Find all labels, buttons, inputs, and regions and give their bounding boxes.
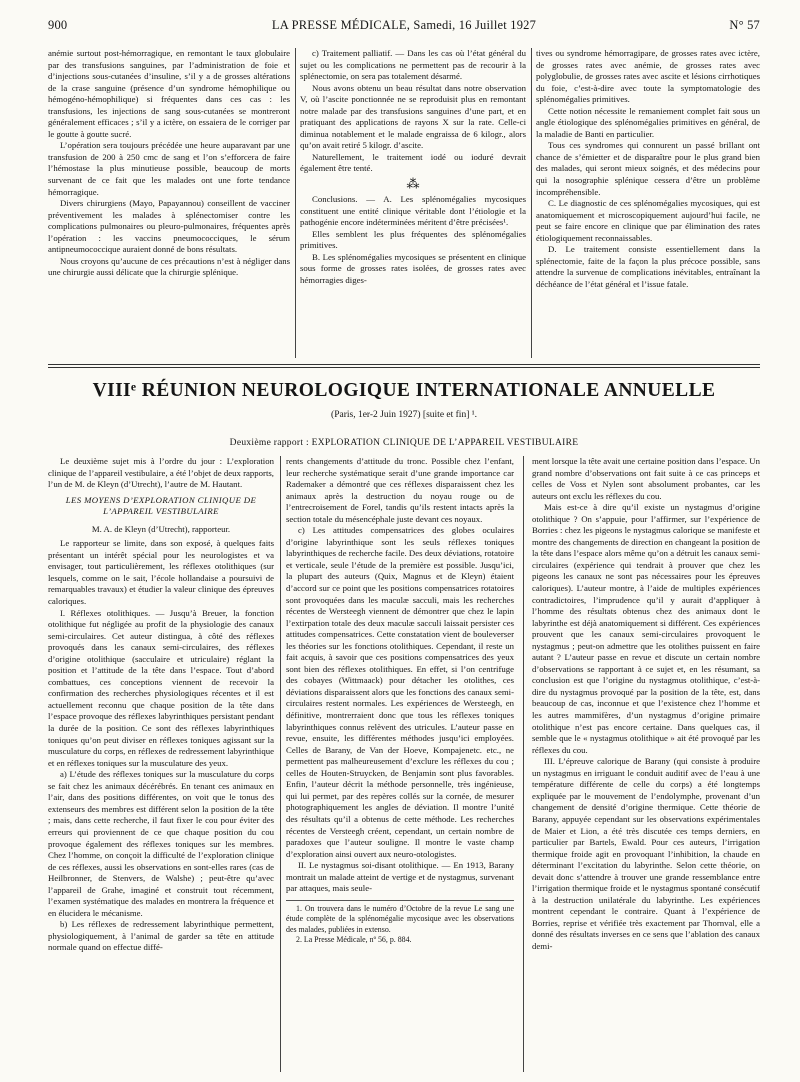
paragraph: D. Le traitement consiste essentiellement dans la splénectomie, faite de la façon la plus précoce possible, sans attendre la survenue de complications inévitables, entraînant la déchéance de l’état général et l’issue fatale.: [536, 244, 760, 289]
paragraph: c) Les attitudes compensatrices des globes oculaires d’origine labyrinthique sont les seuls réflexes toniques labyrinthiques de recherche facile. Des deux déviations, rotatoire et verticale, seule l’étude de la première est possible. Jusqu’ici, la plupart des auteurs (Quix, Magnus et de Kleyn) étaient d’accord sur ce point que les positions compensatrices rotatoires sont provoquées dans les maculæ sacculi, mais les recherches récentes de Wersteegh viennent de démontrer que chez le lapin l’extirpation totale des deux maculæ sacculi laissait persister ces attitudes compensatrices. Cette constatation vient de bouleverser les théories sur les fonctions otolithiques. Cependant, il reste un fait acquis, à savoir que ces positions compensatrices des yeux sont bien des réflexes otolithiques. En effet, si l’on centrifuge des cobayes (Wittmaack) pour détacher les otolithes, ces déviations disparaissent alors que les fonctions des canaux semi-circulaires restent normales. Les expériences de Wersteegh, en définitive, montrerraient donc que tous les réflexes toniques labyrinthiques connus relèvent des utricules. L’auteur passe en revue, ensuite, les différentes méthodes jusqu’ici employées. Celles de Barany, de Van der Hoeve, Kompajenetc. etc., ne permettent pas malheureusement d’exclure les réflexes du cou ; celles de Houten-Struycken, de Benjamin sont plus favorables. Enfin, l’auteur décrit la méthode personnelle, très ingénieuse, qui lui permet, par des repères collés sur la cornée, de mesurer photographiquement les angles de déviation. Il montre l’unité des résultats qu’il a obtenus de cette méthode. Les recherches récentes de Versteegh créent, cependant, un certain nombre de paradoxes que l’auteur souligne. Il montre le vaste champ d’exploration ainsi ouvert aux neuro-otologistes.: [286, 525, 514, 859]
paragraph: Nous avons obtenu un beau résultat dans notre observation V, où l’ascite ponctionnée ne se reproduisit plus en remontant notre malade par des transfusions sanguines d’une part, et en pratiquant des applications de rayons X sur la rate. Celle-ci diminua notablement et le malade engraissa de 6 kilogr., alors qu’on avait retiré 5 kilogr. d’ascite.: [300, 82, 526, 151]
paragraph: L’opération sera toujours précédée une heure auparavant par une transfusion de 200 à 250 cmc de sang et l’on s’efforcera de faire l’hémostase la plus minutieuse possible, beaucoup de morts survenant de ce fait que les malades ont une forte tendance hémorragique.: [48, 140, 290, 197]
intro-paragraph: Le deuxième sujet mis à l’ordre du jour : L’exploration clinique de l’appareil vestibulaire, a été l’objet de deux rapports, l’un de M. de Kleyn (d’Utrecht), l’autre de M. Hautant.: [48, 456, 274, 490]
paragraph: c) Traitement palliatif. — Dans les cas où l’état général du sujet ou les complications ne permettent pas de recourir à la splénectomie, on sera pas totalement désarmé.: [300, 48, 526, 82]
paragraph: B. Les splénomégalies mycosiques se présentent en clinique sous forme de grosses rates isolées, de grosses rates avec hémorragies diges-: [300, 251, 526, 285]
column-divider: [523, 456, 524, 1072]
bottom-column-2: [286, 456, 514, 1072]
paragraph: a) L’étude des réflexes toniques sur la musculature du corps se fait chez les animaux décérébrés. En tenant ces animaux en l’air, dans des positions différentes, on voit que le tonus des extenseurs des membres est différent selon la position de la tête ; mais, dans cette recherche, il faut fixer le cou pour éviter des erreurs qui proviennent de ce que chaque position du cou provoque également des réflexes toniques sur les membres. Chez l’homme, on conçoit la difficulté de l’exploration clinique de ces réflexes, aussi les observations en sont-elles rares (cas de Heilbronner, de Stenvers, de Walshe) ; peut-être qu’avec l’appareil de Grahe, imaginé et construit tout récemment, l’examen systématique des malades en montrera la fréquence et en élucidera le mécanisme.: [48, 769, 274, 918]
footnote: 1. On trouvera dans le numéro d’Octobre de la revue Le sang une étude complète de la splénomégalie mycosique avec les observations des malades, publiées in extenso.: [286, 903, 514, 934]
section-title: VIIIᵉ RÉUNION NEUROLOGIQUE INTERNATIONALE ANNUELLE: [92, 380, 716, 401]
paragraph: rents changements d’attitude du tronc. Possible chez l’enfant, leur recherche systématique serait d’une grande importance car Rademaker a démontré que ces réflexes disparaissent chez les animaux après la destruction du noyau rouge ou de l’entrecroisement de Forel, tandis qu’ils restent intacts après la section totale du mésencéphale juste devant ces noyaux.: [286, 456, 514, 524]
paragraph: III. L’épreuve calorique de Barany (qui consiste à produire un nystagmus en irriguant le conduit auditif avec de l’eau à une température différente de celle du corps) a été longtemps expliquée par le mouvement de l’endolymphe, provenant d’un changement de densité d’origine thermique. Cette théorie de Barany, appuyée cependant sur les observations expérimentales de Maier et Lion, a été très discutée ces temps derniers, en particulier par Bartels, Ewald. Pour ces auteurs, l’irrigation thermique froide agit en provoquant l’inhibition, la chaude en déterminant l’excitation du labyrinthe. Selon cette théorie, on devait donc s’attendre à trouver une grande ressemblance entre l’irrigation thermique froide et le nystagmus spontané consécutif à la destruction unilatérale du labyrinthe. Les expériences montrent cependant le contraire. Quant à l’expérience de Borries, reprise et vérifiée très exactement par Thornval, elle a donné des résultats inverses en ce sens que l’ablation des canaux demi-: [532, 756, 760, 951]
paragraph: anémie surtout post-hémorragique, en remontant le taux globulaire par des transfusions sanguines, par l’administration de foie et d’injections sous-cutanées d’insuline, s’il y a de grosses altérations de la crase sanguine (présence d’un syndrome hémophilique ou hémogéno-hémophilique) si fréquentes dans ces cas : les transfusions, les injections de sang sous-cutanées se montreront généralement efficaces ; s’il y a ictère, on essaiera de le corriger par le goutte à goutte sucré.: [48, 48, 290, 139]
running-header: [48, 18, 760, 34]
section-divider-double: [48, 367, 760, 368]
paragraph: Divers chirurgiens (Mayo, Papayannou) conseillent de vacciner préventivement les malades à splénectomiser contre les complications pulmonaires ou pleuro-pulmonaires, fréquentes après l’opération : les vaccins pneumococciques, le sérum antipneumococcique auraient donné de bons résultats.: [48, 198, 290, 255]
bottom-column-1: [48, 456, 274, 1072]
paragraph: II. Le nystagmus soi-disant otolithique. — En 1913, Barany montrait un malade atteint de vertige et de nystagmus, survenant par attaques, mais seule-: [286, 860, 514, 894]
top-column-1: [48, 48, 290, 358]
subsection-heading: LES MOYENS D’EXPLORATION CLINIQUE DE L’APPAREIL VESTIBULAIRE: [65, 494, 257, 517]
issue-number: N° 57: [729, 18, 760, 32]
journal-title: LA PRESSE MÉDICALE, Samedi, 16 Juillet 1927: [271, 18, 537, 32]
section-separator-asterism: ⁂: [406, 176, 420, 192]
paragraph: b) Les réflexes de redressement labyrinthique permettent, physiologiquement, à l’animal de garder sa tête en attitude normale quand on effectue diffé-: [48, 919, 274, 953]
footnote: 2. La Presse Médicale, nº 56, p. 884.: [296, 935, 412, 944]
footnotes: [286, 900, 514, 946]
top-column-3: [536, 48, 760, 358]
paragraph: Nous croyons qu’aucune de ces précautions n’est à négliger dans une chirurgie aussi délicate que la chirurgie splénique.: [48, 255, 290, 278]
paragraph: ment lorsque la tête avait une certaine position dans l’espace. Un grand nombre d’observations ont fait suite à ce cas princeps et celles de Voss et Nylen sont absolument probantes, car les auteurs ont exclu les réflexes du cou.: [532, 456, 760, 501]
paragraph: I. Réflexes otolithiques. — Jusqu’à Breuer, la fonction otolithique fut négligée au profit de la physiologie des canaux semi-circulaires. Cet auteur distingua, à côté des réflexes provoqués dans les canaux semi-circulaires, des réflexes d’origine otolithique (sacculaire et utriculaire) réglant la position et l’attitude de la tête dans l’espace. Tout d’abord combattues, ces conceptions viennent de recevoir la confirmation des recherches physiologiques récentes et il est actuellement reconnu que chaque position de la tête dans l’espace provoque des réflexes labyrinthiques persistant pendant la durée de la position. Ce sont des réflexes labyrinthiques toniques qu’on peut diviser en réflexes toniques agissant sur la musculature du corps, en réflexes de redressement labyrinthique et en réflexes toniques sur la musculature des yeux.: [48, 607, 274, 768]
column-divider: [295, 48, 296, 358]
column-divider: [531, 48, 532, 358]
section-divider: [48, 364, 760, 365]
bottom-column-3: [532, 456, 760, 1072]
rapporteur-line: M. A. de Kleyn (d’Utrecht), rapporteur.: [91, 523, 231, 534]
paragraph: Elles semblent les plus fréquentes des splénomégalies primitives.: [300, 228, 526, 251]
section-subtitle: (Paris, 1er-2 Juin 1927) [suite et fin] ¹.: [331, 410, 477, 420]
column-divider: [280, 456, 281, 1072]
top-column-2: [300, 48, 526, 358]
paragraph: Tous ces syndromes qui connurent un passé brillant ont chance de s’émietter et de disparaître pour le plus grand bien des malades, qui seront mieux soignés, et des médecins pour qui la nosographie splénique cessera d’être un problème incompréhensible.: [536, 140, 760, 197]
paragraph: tives ou syndrome hémorragipare, de grosses rates avec ictère, de grosses rates avec anémie, de grosses rates avec polyglobulie, de grosses rates avec ascite et lésions cirrhotiques du foie, c’est-à-dire avec toute la symptomatologie des splénomégalies primitives.: [536, 48, 760, 105]
paragraph: Conclusions. — A. Les splénomégalies mycosiques constituent une entité clinique véritable dont l’étiologie et la pathogénie encore indéterminées méritent d’être précisées¹.: [300, 194, 526, 228]
page-number: 900: [48, 18, 68, 32]
paragraph: Le rapporteur se limite, dans son exposé, à quelques faits présentant un intérêt spécial pour les neurologistes et va envisager, tout particulièrement, les réflexes otolithiques (sur lesquels, comme on le sait, l’école hollandaise a poursuivi de remarquables travaux) et étudier la valeur clinique des épreuves caloriques.: [48, 538, 274, 607]
paragraph: C. Le diagnostic de ces splénomégalies mycosiques, qui est anatomiquement et microscopiquement aujourd’hui facile, ne peut se faire encore en clinique que par élimination des rates étiologiquement reconnaissables.: [536, 198, 760, 243]
paragraph: Cette notion nécessite le remaniement complet fait sous un angle étiologique des splénomégalies primitives en général, de la maladie de Banti en particulier.: [536, 105, 760, 139]
paragraph: Naturellement, le traitement iodé ou ioduré devrait également être tenté.: [300, 151, 526, 174]
paragraph: Mais est-ce à dire qu’il existe un nystagmus d’origine otolithique ? On s’appuie, pour l’affirmer, sur l’expérience de Borries : chez les pigeons le nystagmus calorique se manifeste et montre des changements de direction en changeant la position de la tête dans l’espace alors même qu’on a détruit les canaux semi-circulaires (expérience qui tendrait à prouver que chez les pigeons les canaux ne sont pas nécessaires pour les épreuves caloriques). L’auteur montre, à l’aide de multiples expériences contradictoires, l’imprudence qu’il y aurait d’appliquer à l’homme des résultats obtenus chez des animaux dont le labyrinthe est déjà anatomiquement si différent. Ces expériences prouvent que les canaux semi-circulaires provoquent le nystagmus ; peut-on admettre que les otolithes puissent en faire autant ? L’auteur passe en revue et discute un certain nombre d’observations se rapportant à ce sujet et, en les résumant, sa conclusion est que l’origine du nystagmus otolithique, c’est-à-dire du nystagmus provoqué par la position de la tête, est, dans beaucoup de cas, inconnue et que l’existence chez l’homme et les autres mammifères, d’un nystagmus d’origine primaire otolithique n’est pas encore certaine. Dans quelques cas, il semble que le « nystagmus otolithique » ait été provoqué par les réflexes du cou.: [532, 502, 760, 755]
report-heading: Deuxième rapport : EXPLORATION CLINIQUE DE L’APPAREIL VESTIBULAIRE: [229, 438, 579, 448]
